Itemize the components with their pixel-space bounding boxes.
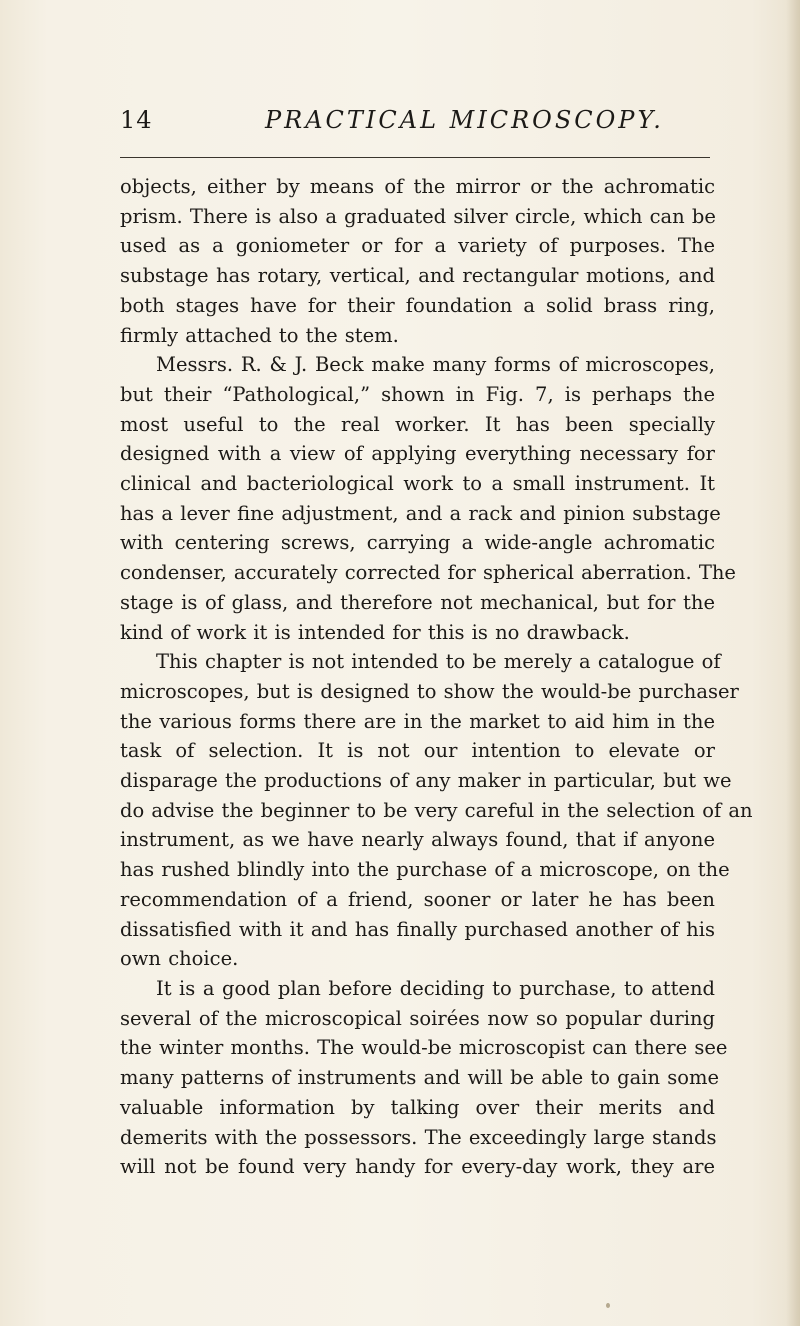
text-line: It is a good plan before deciding to purchase, to attend bbox=[156, 976, 715, 1000]
running-head bbox=[120, 106, 715, 146]
text-line: Messrs. R. & J. Beck make many forms of microscopes, bbox=[156, 353, 715, 377]
text-line: many patterns of instruments and will be able to gain some bbox=[120, 1066, 720, 1090]
body-text bbox=[120, 172, 753, 1182]
text-line: firmly attached to the stem. bbox=[120, 323, 399, 347]
text-line: several of the microscopical soirées now so popular during bbox=[120, 1006, 715, 1030]
paragraph-1 bbox=[120, 172, 715, 350]
text-line: own choice. bbox=[120, 947, 239, 971]
text-line: dissatisfied with it and has finally purchased another of his bbox=[120, 917, 715, 941]
text-line: used as a goniometer or for a variety of purposes. The bbox=[120, 234, 715, 258]
text-line: prism. There is also a graduated silver circle, which can be bbox=[120, 204, 716, 228]
text-line: the various forms there are in the market to aid him in the bbox=[120, 709, 715, 733]
text-line: instrument, as we have nearly always found, that if anyone bbox=[120, 828, 715, 852]
text-line: with centering screws, carrying a wide-angle achromatic bbox=[120, 531, 715, 555]
text-line: kind of work it is intended for this is no drawback. bbox=[120, 620, 630, 644]
text-line: This chapter is not intended to be merely a catalogue of bbox=[156, 650, 721, 674]
text-line: both stages have for their foundation a solid brass ring, bbox=[120, 293, 715, 317]
header-rule bbox=[120, 157, 710, 158]
text-line: most useful to the real worker. It has been specially bbox=[120, 412, 715, 436]
text-line: will not be found very handy for every-day work, they are bbox=[120, 1155, 715, 1179]
page-edge-shadow bbox=[786, 0, 800, 1326]
text-line: clinical and bacteriological work to a small instrument. It bbox=[120, 472, 715, 496]
text-line: condenser, accurately corrected for spherical aberration. The bbox=[120, 561, 736, 585]
text-line: but their “Pathological,” shown in Fig. 7, is perhaps the bbox=[120, 382, 715, 406]
text-line: substage has rotary, vertical, and rectangular motions, and bbox=[120, 264, 715, 288]
text-line: valuable information by talking over their merits and bbox=[120, 1095, 715, 1119]
text-line: disparage the productions of any maker in particular, but we bbox=[120, 769, 732, 793]
text-line: objects, either by means of the mirror or the achromatic bbox=[120, 175, 715, 198]
paragraph-3 bbox=[120, 647, 753, 974]
text-line: demerits with the possessors. The exceedingly large stands bbox=[120, 1125, 717, 1149]
text-line: task of selection. It is not our intention to elevate or bbox=[120, 739, 715, 763]
text-line: recommendation of a friend, sooner or later he has been bbox=[120, 887, 715, 911]
text-line: designed with a view of applying everything necessary for bbox=[120, 442, 715, 466]
text-line: do advise the beginner to be very careful in the selection of an bbox=[120, 798, 753, 822]
page-number: 14 bbox=[120, 106, 153, 134]
text-line: microscopes, but is designed to show the would-be purchaser bbox=[120, 679, 739, 703]
text-line: stage is of glass, and therefore not mechanical, but for the bbox=[120, 590, 715, 614]
paper-speck bbox=[606, 1303, 610, 1308]
paragraph-2 bbox=[120, 350, 736, 647]
text-line: has a lever fine adjustment, and a rack and pinion substage bbox=[120, 501, 721, 525]
paragraph-4 bbox=[120, 974, 728, 1182]
text-line: has rushed blindly into the purchase of a microscope, on the bbox=[120, 858, 730, 882]
running-title: PRACTICAL MICROSCOPY. bbox=[265, 106, 664, 134]
text-line: the winter months. The would-be microscopist can there see bbox=[120, 1036, 728, 1060]
